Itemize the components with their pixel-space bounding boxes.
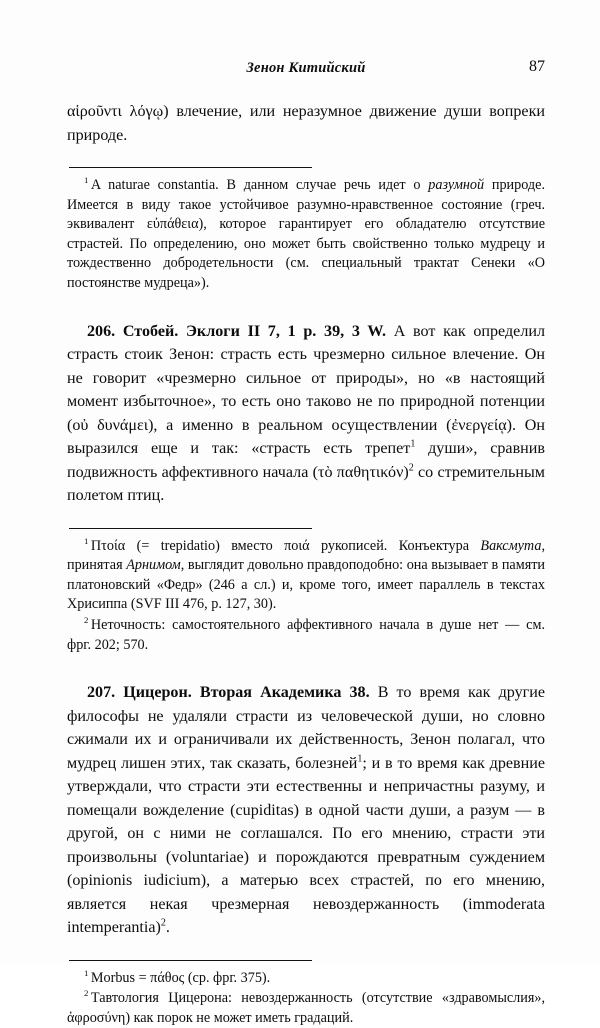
running-head-title: Зенон Китийский (246, 60, 366, 76)
running-head (67, 60, 545, 82)
text-column (67, 100, 545, 1028)
footnote-separator-rule (69, 167, 312, 168)
footnote-marker: 1 (84, 175, 89, 186)
footnote-separator-rule (69, 528, 312, 529)
footnote-item: $^1$ Πτοία (= trepidatio) вместо ποιά рукописей. Конъектура Ваксмута, принятая Арнимом, выглядит довольно правдоподобно: она вызывает в памяти платоновский «Федр» (246 a сл.) и, кроме того, имеет параллель в текстах Хрисиппа (SVF III 476, p. 127, 30). (67, 535, 546, 613)
continued-paragraph: αἱροῦντι λόγῳ) влечение, или неразумное движение души вопреки природе. (67, 103, 545, 144)
page-number: 87 (529, 58, 545, 75)
note-ref-1: 1 (410, 438, 416, 450)
footnote-marker: 1 (84, 967, 89, 978)
section-207-heading: 207. Цицерон. Вторая Академика 38. (87, 684, 370, 702)
footnote-item: $^2$ Тавтология Цицерона: невоздержанность (отсутствие «здравомыслия», ἀφροσύνη) как порок не может иметь градаций. (67, 988, 545, 1026)
note-ref-2: 2 (160, 917, 166, 929)
footnote-item: $^1$ Morbus = πάθος (ср. фрг. 375). (84, 967, 271, 986)
footnote-marker: 1 (84, 535, 89, 546)
footnote-separator-rule (69, 960, 312, 961)
note-ref-2: 2 (408, 462, 414, 474)
footnote-item: $^2$ Неточность: самостоятельного аффективного начала в душе нет — см. фрг. 202; 570. (67, 615, 545, 653)
footnote-item: $^1$ A naturae constantia. В данном случае речь идет о разумной природе. Имеется в виду такое устойчивое разумно-нравственное состояние (греч. эквивалент εὐπάθεια), которое гарантирует его обладателю отсутствие страстей. По определению, оно может быть свойственно только мудрецу и тождественно добродетельности (см. специальный трактат Сенеки «О постоянстве мудреца»). (67, 175, 545, 291)
footnote-marker: 2 (84, 988, 89, 999)
note-ref-1: 1 (357, 753, 363, 765)
section-206: 206. Стобей. Эклоги II 7, 1 p. 39, 3 W. А вот как определил страсть стоик Зенон: страсть есть чрезмерно сильное влечение. Он не говорит «чрезмерно сильное от природы», но «в настоящий момент избыточное», то есть оно таково не по природной потенции (οὐ δυνάμει), а именно в реальном осуществлении (ἐνεργείᾳ). Он выразился еще и так: «страсть есть трепет$^1$ души», сравнив подвижность аффективного начала (τὸ παθητικόν)$^2$ со стремительным полетом птиц. (67, 322, 545, 505)
section-207: 207. Цицерон. Вторая Академика 38. В то время как другие философы не удаляли страсти из человеческой души, но словно сжимали их и ограничивали их действенность, Зенон полагал, что мудрец лишен этих, так сказать, болезней$^1$; и в то время как древние утверждали, что страсти эти естественны и непричастны разуму, и помещали вожделение (cupiditas) в одной части души, а разум — в другой, он с ними не соглашался. По его мнению, страсти эти произвольны (voluntariae) и порождаются превратным суждением (opinionis iudicium), а матерью всех страстей, по его мнению, является некая чрезмерная невоздержанность (immoderata intemperantia)$^2$. (67, 684, 546, 937)
footnote-marker: 2 (84, 615, 89, 626)
footnote-block-1 (67, 167, 545, 294)
footnote-block-3 (67, 960, 545, 1028)
footnote-block-2 (67, 528, 545, 656)
section-206-heading: 206. Стобей. Эклоги II 7, 1 p. 39, 3 W. (87, 322, 386, 340)
